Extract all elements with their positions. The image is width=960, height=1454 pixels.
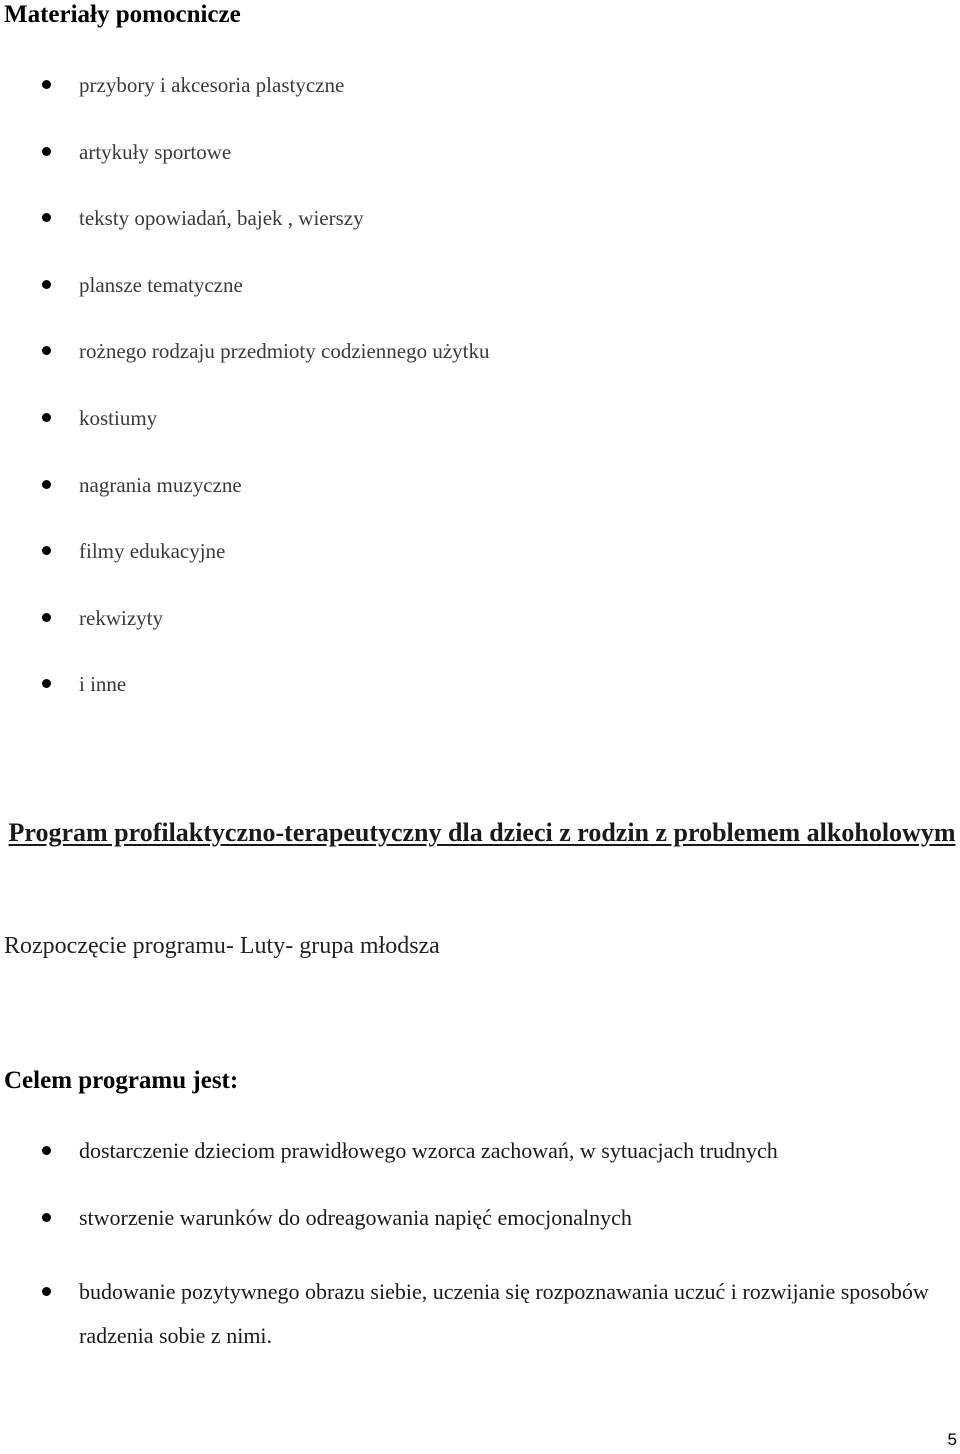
- list-item: [0, 1270, 960, 1358]
- list-item-text: przybory i akcesoria plastyczne: [79, 73, 345, 97]
- list-item-text: i inne: [79, 672, 127, 697]
- bullet-icon: [42, 213, 51, 222]
- list-item-text: kostiumy: [79, 405, 158, 430]
- list-item: [0, 1203, 960, 1233]
- materials-heading: Materiały pomocnicze: [4, 1, 241, 28]
- list-item-text: budowanie pozytywnego obrazu siebie, uczenia się rozpoznawania uczuć i rozwijanie sposobów radzenia sobie z nimi.: [79, 1279, 929, 1348]
- list-item: [0, 403, 960, 470]
- list-item: [0, 270, 960, 337]
- bullet-icon: [42, 1287, 51, 1296]
- program-title: Program profilaktyczno-terapeutyczny dla dzieci z rodzin z problemem alkoholowym: [8, 818, 956, 847]
- goals-list: [0, 1136, 960, 1358]
- bullet-icon: [42, 679, 51, 688]
- bullet-icon: [42, 546, 51, 555]
- bullet-icon: [42, 80, 51, 89]
- list-item: [0, 1136, 960, 1166]
- list-item: [0, 669, 960, 736]
- list-item-text: teksty opowiadań, bajek , wierszy: [79, 206, 364, 231]
- list-item: [0, 603, 960, 670]
- list-item: [0, 203, 960, 270]
- list-item-text: rożnego rodzaju przedmioty codziennego użytku: [79, 339, 490, 364]
- bullet-icon: [42, 613, 51, 622]
- bullet-icon: [42, 1146, 51, 1155]
- page-number: 5: [947, 1430, 957, 1449]
- list-item: [0, 336, 960, 403]
- materials-list: [0, 70, 960, 736]
- list-item-text: artykuły sportowe: [79, 139, 232, 164]
- list-item-text: plansze tematyczne: [79, 272, 243, 297]
- bullet-icon: [42, 346, 51, 355]
- bullet-icon: [42, 1213, 51, 1222]
- list-item-text: stworzenie warunków do odreagowania napięć emocjonalnych: [79, 1205, 632, 1230]
- bullet-icon: [42, 280, 51, 289]
- list-item-text: rekwizyty: [79, 605, 163, 630]
- goals-heading: Celem programu jest:: [4, 1067, 239, 1094]
- list-item-text: filmy edukacyjne: [79, 539, 226, 564]
- bullet-icon: [42, 480, 51, 489]
- bullet-icon: [42, 147, 51, 156]
- list-item: [0, 470, 960, 537]
- program-start-line: Rozpoczęcie programu- Luty- grupa młodsza: [4, 933, 440, 959]
- list-item-text: nagrania muzyczne: [79, 472, 242, 497]
- list-item-text: dostarczenie dzieciom prawidłowego wzorca zachowań, w sytuacjach trudnych: [79, 1138, 778, 1163]
- list-item: [0, 137, 960, 204]
- bullet-icon: [42, 413, 51, 422]
- list-item: [0, 70, 960, 137]
- list-item: [0, 536, 960, 603]
